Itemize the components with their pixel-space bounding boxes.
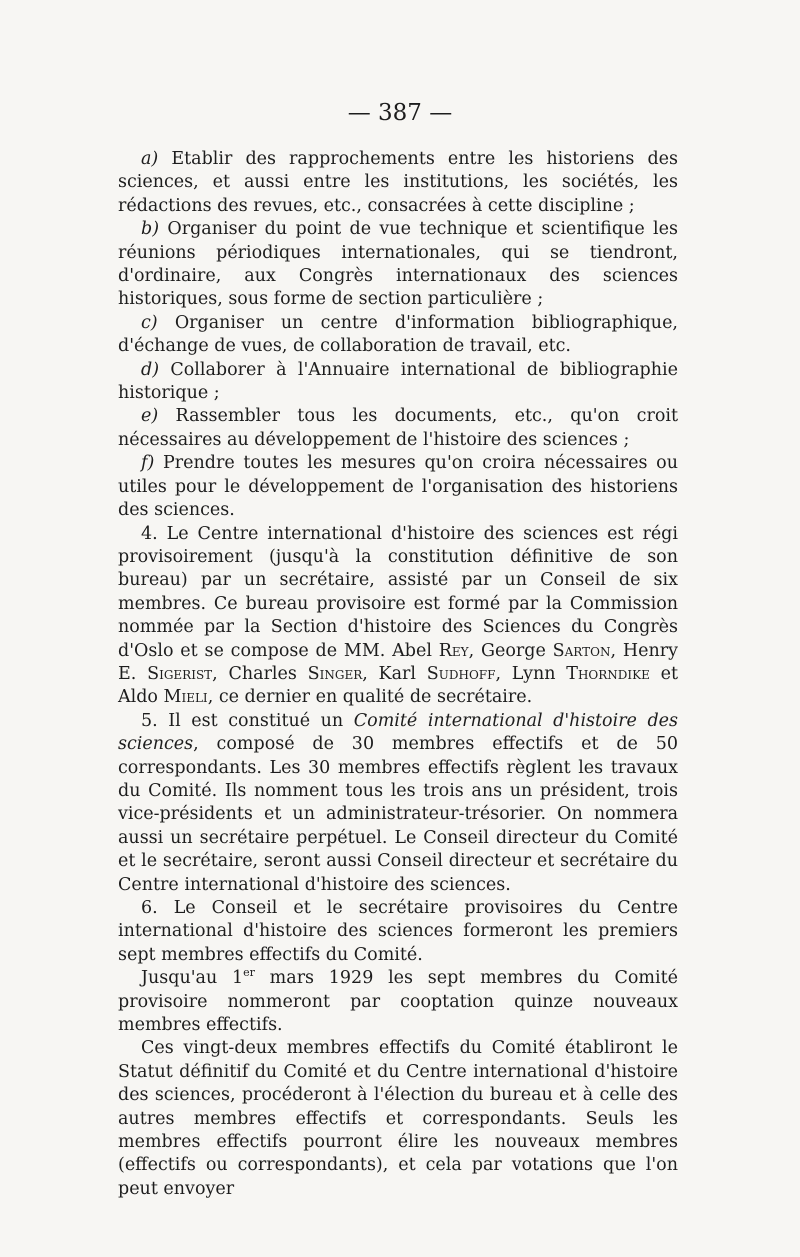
item-text: Organiser du point de vue technique et scientifique les réunions périodiques internationales, qui se tiendront, d'ordinaire, aux Congrès internationaux des sciences historiques, sous forme de section particulière ; [118, 219, 678, 310]
item-text: Prendre toutes les mesures qu'on croira nécessaires ou utiles pour le développement de l'organisation des historiens des sciences. [118, 453, 678, 521]
paragraph-e [118, 405, 678, 452]
item-text: Etablir des rapprochements entre les historiens des sciences, et aussi entre les institutions, les sociétés, les rédactions des revues, etc., consacrées à cette discipline ; [118, 149, 678, 216]
text: , Lynn [495, 663, 567, 684]
paragraph-f [118, 452, 678, 522]
text: , George [468, 640, 553, 661]
name-mieli: Mieli [163, 687, 208, 708]
text: , composé de 30 membres effectifs et de 50 correspondants. Les 30 membres effectifs règlent les travaux du Comité. Ils nomment tous les trois ans un président, trois vice-présidents et un administrateur-trésorier. On nommera aussi un secrétaire perpétuel. Le Conseil directeur du Comité et le secrétaire, seront aussi Conseil directeur et secrétaire du Centre international d'histoire des sciences. [118, 734, 678, 895]
text: , Karl [362, 663, 427, 684]
name-sigerist: Sigerist [147, 663, 213, 684]
text: 6. Le Conseil et le secrétaire provisoires du Centre international d'histoire des sciences formeront les premiers sept membres effectifs du Comité. [118, 898, 678, 965]
item-label: e) [141, 406, 159, 427]
superscript: er [243, 966, 255, 980]
item-label: f) [141, 453, 155, 474]
paragraph-a [118, 148, 678, 218]
page-body [118, 148, 678, 1201]
page-header [0, 100, 800, 126]
text: Ces vingt-deux membres effectifs du Comité établiront le Statut définitif du Comité et du Centre international d'histoire des sciences, procéderont à l'élection du bureau et à celle des autres membres effectifs et correspondants. Seuls les membres effectifs pourront élire les nouveaux membres (effectifs ou correspondants), et cela par votations que l'on peut envoyer [118, 1038, 678, 1199]
text: mars 1929 les sept membres du Comité provisoire nommeront par cooptation quinze nouveaux membres effectifs. [118, 968, 678, 1036]
item-label: b) [141, 219, 160, 240]
paragraph-7 [118, 967, 678, 1037]
name-thorndike: Thorndike [566, 663, 650, 684]
item-text: Collaborer à l'Annuaire international de bibliographie historique ; [118, 359, 678, 404]
paragraph-8 [118, 1037, 678, 1201]
paragraph-d [118, 359, 678, 406]
name-sarton: Sarton [552, 640, 611, 661]
paragraph-5 [118, 710, 678, 897]
text: , Charles [212, 663, 308, 684]
item-text: Organiser un centre d'information bibliographique, d'échange de vues, de collaboration de travail, etc. [118, 312, 678, 357]
item-label: d) [141, 359, 160, 380]
page-number: — 387 — [347, 100, 453, 126]
text: , Henry E. [118, 640, 678, 684]
paragraph-b [118, 218, 678, 312]
text: 5. Il est constitué un [141, 710, 354, 731]
name-sudhoff: Sudhoff [426, 663, 496, 684]
paragraph-6 [118, 897, 678, 967]
text: Jusqu'au 1 [141, 968, 244, 989]
item-text: Rassembler tous les documents, etc., qu'on croit nécessaires au développement de l'histoire des sciences ; [118, 406, 678, 450]
text: 4. Le Centre international d'histoire des sciences est régi provisoirement (jusqu'à la constitution définitive de son bureau) par un secrétaire, assisté par un Conseil de six membres. Ce bureau provisoire est formé par la Commission nommée par la Section d'histoire des Sciences du Congrès d'Oslo et se compose de MM. Abel [118, 523, 678, 661]
text: et Aldo [118, 663, 679, 708]
committee-title: Comité international d'histoire des sciences [118, 710, 679, 755]
paragraph-4 [118, 523, 678, 710]
item-label: c) [141, 312, 158, 333]
name-rey: Rey [438, 640, 469, 661]
text: , ce dernier en qualité de secrétaire. [207, 687, 533, 708]
item-label: a) [141, 149, 159, 169]
paragraph-c [118, 312, 678, 359]
name-singer: Singer [307, 663, 363, 684]
